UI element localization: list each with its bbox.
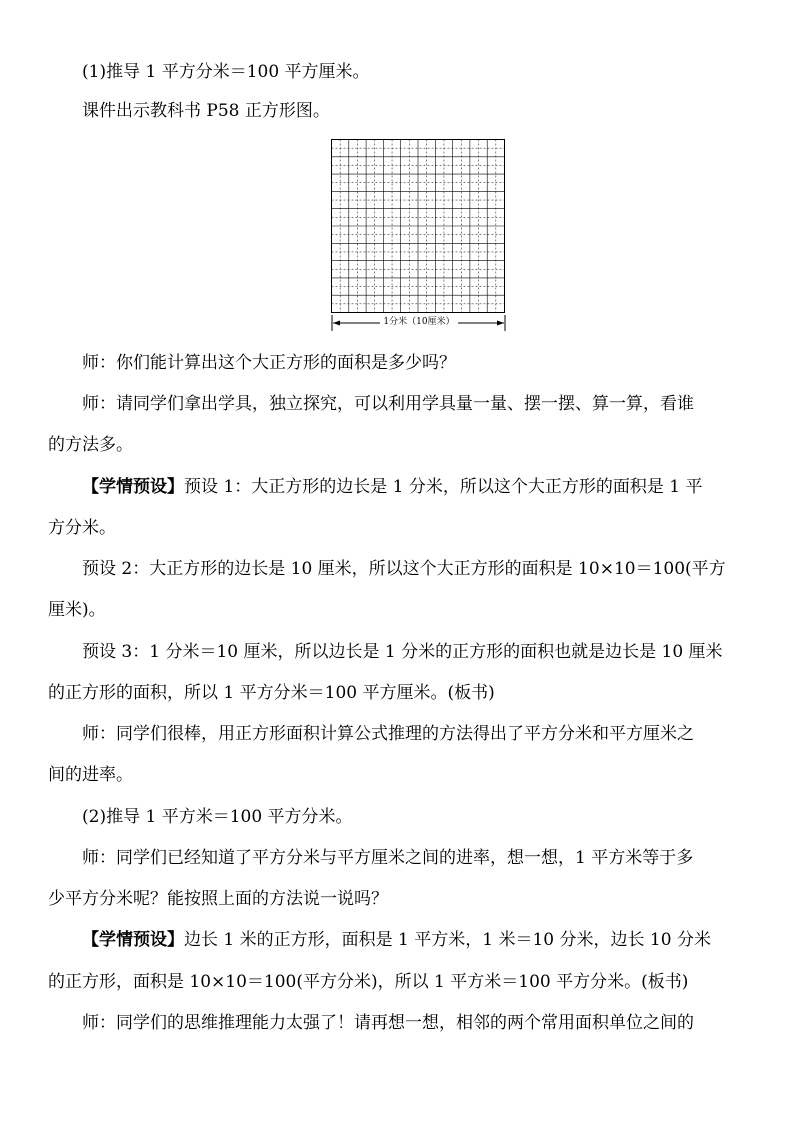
text-line: 师：你们能计算出这个大正方形的面积是多少吗？	[82, 353, 456, 373]
text-line: 的正方形，面积是 10×10＝100(平方分米)，所以 1 平方米＝100 平方分米。(板书)	[48, 972, 689, 992]
text-line	[82, 475, 762, 501]
text-line: 师：同学们已经知道了平方分米与平方厘米之间的进率，想一想，1 平方米等于多	[82, 848, 694, 868]
text-span: 边长 1 米的正方形，面积是 1 平方米，1 米＝10 分米，边长 10 分米	[184, 930, 711, 950]
text-line: 厘米)。	[48, 600, 106, 620]
text-line: (2)推导 1 平方米＝100 平方分米。	[82, 807, 353, 827]
text-line: 的方法多。	[48, 435, 133, 455]
text-line: 师：请同学们拿出学具，独立探究，可以利用学具量一量、摆一摆、算一算，看谁	[82, 394, 694, 414]
text-line: 预设 3：1 分米＝10 厘米，所以边长是 1 分米的正方形的面积也就是边长是 10 厘米	[82, 642, 723, 662]
text-line: 方分米。	[48, 518, 116, 538]
text-line: 间的进率。	[48, 765, 133, 785]
section-label: 【学情预设】	[82, 930, 184, 950]
text-line: 的正方形的面积，所以 1 平方分米＝100 平方厘米。(板书)	[48, 683, 495, 703]
square-grid-figure	[331, 139, 507, 333]
section-label: 【学情预设】	[82, 477, 184, 497]
text-line: 师：同学们的思维推理能力太强了！请再想一想，相邻的两个常用面积单位之间的	[82, 1013, 694, 1033]
text-line: 少平方分米呢？能按照上面的方法说一说吗？	[48, 889, 388, 909]
text-line: 课件出示教科书 P58 正方形图。	[82, 101, 330, 121]
text-line: 师：同学们很棒，用正方形面积计算公式推理的方法得出了平方分米和平方厘米之	[82, 724, 694, 744]
text-line: (1)推导 1 平方分米＝100 平方厘米。	[82, 62, 370, 82]
text-span: 预设 1：大正方形的边长是 1 分米，所以这个大正方形的面积是 1 平	[184, 477, 703, 497]
text-line	[82, 928, 762, 954]
square-grid	[331, 139, 505, 313]
dimension-label: 1分米（10厘米）	[331, 315, 507, 329]
text-line: 预设 2：大正方形的边长是 10 厘米，所以这个大正方形的面积是 10×10＝100(平方	[82, 559, 726, 579]
